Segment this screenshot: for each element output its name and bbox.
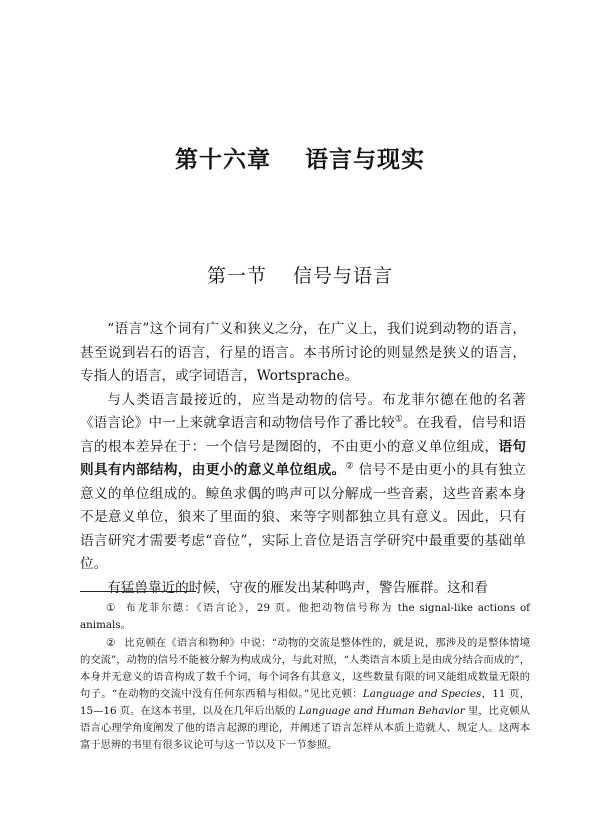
chapter-title [0, 146, 600, 174]
footnote-1-mark: ① [106, 602, 116, 614]
chapter-number: 第十六章 [175, 146, 271, 173]
paragraph-2 [80, 389, 526, 577]
section-name: 信号与语言 [293, 265, 394, 287]
footnote-2-book-2: Language and Human Behavior [298, 705, 465, 717]
paragraph-2-part-3: 信号不是由更小的具有独立意义的单位组成的。鲸鱼求偶的鸣声可以分解成一些音素，这些音素本身不是意义单位，狼来了里面的狼、来等字则都独立具有意义。因此，只有语言研究才需要考虑“音位”，实际上音位是语言学研究中最重要的基础单位。 [80, 462, 526, 572]
body-text [80, 318, 526, 600]
footnote-2 [80, 635, 530, 754]
paragraph-2-part-2: 。在我看，信号和语言的根本差异在于：一个信号是囫囵的，不由更小的意义单位组成， [80, 415, 527, 455]
footnote-2-text-1: 比克顿在《语言和物种》中说：“动物的交流是整体性的，就是说，那涉及的是整体情境的交流”，动物的信号不能被分解为构成成分，与此对照，“人类语言本质上是由成分结合而成的”，本身并无意义的语音构成了数千个词，每个词各有其意义，这些数量有限的词又能组成数量无限的句子。“在动物的交流中没有任何东西稍与相似。”见比克顿： [80, 637, 530, 700]
footnote-2-text-2: ，11 页，15—16 页。在这本书里，以及在几年后出版的 [80, 688, 530, 717]
footnote-2-mark: ② [106, 637, 116, 649]
section-title [0, 264, 600, 288]
footnote-divider [80, 591, 196, 592]
paragraph-1: “语言”这个词有广义和狭义之分，在广义上，我们说到动物的语言，甚至说到岩石的语言，行星的语言。本书所讨论的则显然是狭义的语言，专指人的语言，或字词语言，Wortsprache。 [80, 321, 526, 384]
footnote-ref-1[interactable]: ① [394, 414, 403, 425]
section-number: 第一节 [206, 265, 267, 287]
footnote-1 [80, 600, 530, 634]
footnote-ref-2[interactable]: ② [345, 461, 354, 472]
chapter-name: 语言与现实 [305, 146, 425, 173]
paragraph-3: 有猛兽靠近的时候，守夜的雁发出某种鸣声，警告雁群。这和看 [107, 579, 488, 596]
footnote-1-text: 布龙菲尔德：《语言论》，29 页。他把动物信号称为 the signal-like actions of animals。 [80, 602, 530, 631]
footnotes [80, 600, 530, 754]
paragraph-2-emphasis: 语句则具有内部结构，由更小的意义单位组成。 [80, 438, 527, 478]
footnote-2-book-1: Language and Species [362, 688, 482, 700]
paragraph-2-part-1: 与人类语言最接近的，应当是动物的信号。布龙菲尔德在他的名著《语言论》中一上来就拿语言和动物信号作了番比较 [80, 391, 526, 431]
footnote-2-text-3: 里，比克顿从语言心理学角度阐发了他的语言起源的理论，并阐述了语言怎样从本质上造就人、规定人。这两本富于思辨的书里有很多议论可与这一节以及下一节参照。 [80, 705, 530, 751]
